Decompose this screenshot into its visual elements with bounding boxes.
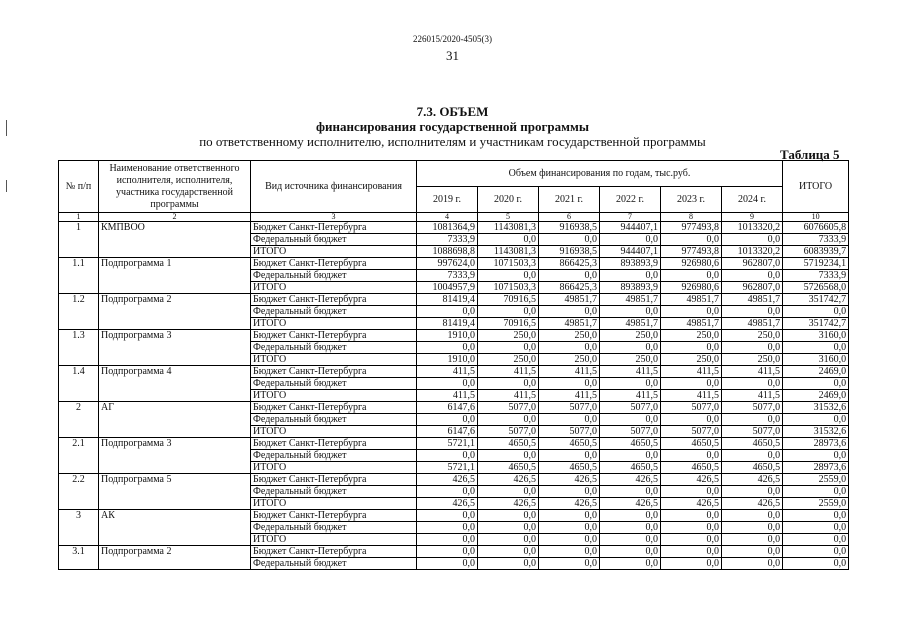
funding-source: Федеральный бюджет — [251, 558, 417, 570]
table-row — [59, 330, 849, 342]
row-total-value: 0,0 — [783, 342, 849, 354]
row-number: 1.3 — [59, 330, 99, 366]
year-value: 5077,0 — [722, 426, 783, 438]
header-total: ИТОГО — [783, 161, 849, 213]
year-value: 4650,5 — [600, 438, 661, 450]
column-number: 5 — [478, 213, 539, 222]
funding-source: Бюджет Санкт-Петербурга — [251, 510, 417, 522]
year-value: 962807,0 — [722, 282, 783, 294]
year-value: 866425,3 — [539, 258, 600, 270]
year-value: 426,5 — [600, 474, 661, 486]
column-number: 6 — [539, 213, 600, 222]
funding-source: Бюджет Санкт-Петербурга — [251, 438, 417, 450]
year-value: 0,0 — [600, 342, 661, 354]
year-value: 0,0 — [722, 414, 783, 426]
year-value: 0,0 — [600, 522, 661, 534]
year-value: 0,0 — [539, 450, 600, 462]
year-value: 1910,0 — [417, 354, 478, 366]
row-total-value: 0,0 — [783, 534, 849, 546]
year-value: 426,5 — [539, 474, 600, 486]
year-value: 0,0 — [661, 510, 722, 522]
table-row — [59, 294, 849, 306]
year-value: 250,0 — [600, 330, 661, 342]
year-value: 250,0 — [539, 354, 600, 366]
year-value: 0,0 — [417, 306, 478, 318]
row-total-value: 0,0 — [783, 558, 849, 570]
row-total-value: 2469,0 — [783, 390, 849, 402]
year-value: 426,5 — [661, 474, 722, 486]
year-value: 49851,7 — [539, 294, 600, 306]
year-value: 1143081,3 — [478, 222, 539, 234]
year-value: 0,0 — [417, 486, 478, 498]
participant-name: Подпрограмма 3 — [99, 330, 251, 366]
year-value: 411,5 — [661, 366, 722, 378]
year-value: 411,5 — [722, 390, 783, 402]
year-value: 893893,9 — [600, 282, 661, 294]
funding-source: Федеральный бюджет — [251, 450, 417, 462]
year-value: 0,0 — [478, 486, 539, 498]
funding-source: Бюджет Санкт-Петербурга — [251, 294, 417, 306]
year-value: 4650,5 — [539, 438, 600, 450]
table-row — [59, 474, 849, 486]
year-value: 0,0 — [478, 342, 539, 354]
row-total-value: 0,0 — [783, 414, 849, 426]
column-number: 2 — [99, 213, 251, 222]
funding-source: Федеральный бюджет — [251, 486, 417, 498]
funding-source: Бюджет Санкт-Петербурга — [251, 330, 417, 342]
header-year: 2024 г. — [722, 187, 783, 213]
participant-name: АК — [99, 510, 251, 546]
year-value: 426,5 — [417, 474, 478, 486]
year-value: 4650,5 — [722, 438, 783, 450]
row-number: 2 — [59, 402, 99, 438]
year-value: 49851,7 — [661, 318, 722, 330]
funding-source: ИТОГО — [251, 318, 417, 330]
column-number: 4 — [417, 213, 478, 222]
funding-source: Бюджет Санкт-Петербурга — [251, 222, 417, 234]
year-value: 0,0 — [661, 234, 722, 246]
column-number: 8 — [661, 213, 722, 222]
year-value: 49851,7 — [600, 318, 661, 330]
year-value: 0,0 — [661, 486, 722, 498]
year-value: 0,0 — [661, 558, 722, 570]
year-value: 1071503,3 — [478, 282, 539, 294]
year-value: 0,0 — [478, 510, 539, 522]
year-value: 0,0 — [722, 378, 783, 390]
row-number: 1.2 — [59, 294, 99, 330]
row-total-value: 0,0 — [783, 306, 849, 318]
column-number: 3 — [251, 213, 417, 222]
participant-name: Подпрограмма 5 — [99, 474, 251, 510]
year-value: 0,0 — [661, 414, 722, 426]
funding-source: ИТОГО — [251, 462, 417, 474]
row-number: 3 — [59, 510, 99, 546]
table-label: Таблица 5 — [780, 147, 840, 162]
year-value: 411,5 — [417, 366, 478, 378]
row-total-value: 31532,6 — [783, 426, 849, 438]
year-value: 893893,9 — [600, 258, 661, 270]
table-row — [59, 438, 849, 450]
year-value: 926980,6 — [661, 258, 722, 270]
financing-table-body — [59, 222, 849, 570]
year-value: 4650,5 — [539, 462, 600, 474]
year-value: 426,5 — [478, 498, 539, 510]
year-value: 0,0 — [417, 522, 478, 534]
year-value: 426,5 — [722, 498, 783, 510]
year-value: 4650,5 — [478, 462, 539, 474]
table-row — [59, 366, 849, 378]
year-value: 0,0 — [478, 558, 539, 570]
year-value: 0,0 — [417, 546, 478, 558]
year-value: 1004957,9 — [417, 282, 478, 294]
year-value: 5077,0 — [478, 402, 539, 414]
year-value: 5077,0 — [600, 402, 661, 414]
year-value: 4650,5 — [661, 438, 722, 450]
row-total-value: 351742,7 — [783, 318, 849, 330]
year-value: 250,0 — [722, 330, 783, 342]
funding-source: Бюджет Санкт-Петербурга — [251, 474, 417, 486]
year-value: 0,0 — [600, 306, 661, 318]
year-value: 0,0 — [600, 546, 661, 558]
page-number: 31 — [446, 48, 459, 63]
year-value: 411,5 — [600, 366, 661, 378]
year-value: 0,0 — [539, 378, 600, 390]
row-total-value: 31532,6 — [783, 402, 849, 414]
header-source: Вид источника финансирования — [251, 161, 417, 213]
year-value: 0,0 — [661, 378, 722, 390]
row-total-value: 5726568,0 — [783, 282, 849, 294]
column-number: 9 — [722, 213, 783, 222]
year-value: 0,0 — [539, 522, 600, 534]
year-value: 4650,5 — [600, 462, 661, 474]
year-value: 1071503,3 — [478, 258, 539, 270]
row-total-value: 7333,9 — [783, 234, 849, 246]
participant-name: Подпрограмма 2 — [99, 294, 251, 330]
funding-source: Бюджет Санкт-Петербурга — [251, 546, 417, 558]
year-value: 916938,5 — [539, 246, 600, 258]
year-value: 250,0 — [661, 330, 722, 342]
row-total-value: 3160,0 — [783, 330, 849, 342]
row-number: 2.1 — [59, 438, 99, 474]
year-value: 977493,8 — [661, 222, 722, 234]
funding-source: ИТОГО — [251, 534, 417, 546]
year-value: 0,0 — [722, 558, 783, 570]
year-value: 0,0 — [661, 306, 722, 318]
year-value: 5077,0 — [539, 426, 600, 438]
year-value: 0,0 — [539, 486, 600, 498]
year-value: 866425,3 — [539, 282, 600, 294]
year-value: 411,5 — [539, 390, 600, 402]
year-value: 0,0 — [478, 450, 539, 462]
year-value: 1013320,2 — [722, 222, 783, 234]
year-value: 411,5 — [478, 390, 539, 402]
column-number: 1 — [59, 213, 99, 222]
year-value: 0,0 — [722, 510, 783, 522]
row-total-value: 28973,6 — [783, 438, 849, 450]
funding-source: Бюджет Санкт-Петербурга — [251, 402, 417, 414]
year-value: 250,0 — [478, 330, 539, 342]
year-value: 0,0 — [600, 558, 661, 570]
participant-name: Подпрограмма 3 — [99, 438, 251, 474]
row-total-value: 7333,9 — [783, 270, 849, 282]
year-value: 916938,5 — [539, 222, 600, 234]
row-total-value: 0,0 — [783, 486, 849, 498]
year-value: 49851,7 — [539, 318, 600, 330]
year-value: 6147,6 — [417, 426, 478, 438]
year-value: 5721,1 — [417, 462, 478, 474]
year-value: 81419,4 — [417, 318, 478, 330]
participant-name: Подпрограмма 4 — [99, 366, 251, 402]
year-value: 0,0 — [722, 534, 783, 546]
funding-source: Федеральный бюджет — [251, 414, 417, 426]
year-value: 0,0 — [417, 414, 478, 426]
year-value: 0,0 — [478, 270, 539, 282]
year-value: 250,0 — [661, 354, 722, 366]
year-value: 5077,0 — [478, 426, 539, 438]
year-value: 1088698,8 — [417, 246, 478, 258]
section-subtitle: финансирования государственной программы — [316, 119, 589, 134]
row-number: 1.4 — [59, 366, 99, 402]
year-value: 926980,6 — [661, 282, 722, 294]
year-value: 977493,8 — [661, 246, 722, 258]
year-value: 0,0 — [600, 270, 661, 282]
year-value: 0,0 — [600, 414, 661, 426]
funding-source: Федеральный бюджет — [251, 270, 417, 282]
year-value: 0,0 — [600, 450, 661, 462]
funding-source: ИТОГО — [251, 498, 417, 510]
year-value: 0,0 — [722, 546, 783, 558]
year-value: 5077,0 — [722, 402, 783, 414]
year-value: 49851,7 — [600, 294, 661, 306]
year-value: 4650,5 — [722, 462, 783, 474]
row-number: 1 — [59, 222, 99, 258]
year-value: 0,0 — [417, 510, 478, 522]
year-value: 0,0 — [539, 270, 600, 282]
year-value: 0,0 — [539, 546, 600, 558]
funding-source: ИТОГО — [251, 246, 417, 258]
row-number: 2.2 — [59, 474, 99, 510]
year-value: 0,0 — [661, 270, 722, 282]
table-row — [59, 546, 849, 558]
year-value: 250,0 — [722, 354, 783, 366]
year-value: 0,0 — [417, 534, 478, 546]
year-value: 4650,5 — [661, 462, 722, 474]
year-value: 997624,0 — [417, 258, 478, 270]
year-value: 0,0 — [722, 342, 783, 354]
participant-name: КМПВОО — [99, 222, 251, 258]
year-value: 411,5 — [600, 390, 661, 402]
year-value: 0,0 — [478, 378, 539, 390]
table-row — [59, 258, 849, 270]
header-year: 2021 г. — [539, 187, 600, 213]
row-total-value: 0,0 — [783, 522, 849, 534]
year-value: 0,0 — [722, 486, 783, 498]
year-value: 944407,1 — [600, 222, 661, 234]
row-number: 3.1 — [59, 546, 99, 570]
year-value: 0,0 — [539, 342, 600, 354]
year-value: 250,0 — [539, 330, 600, 342]
year-value: 70916,5 — [478, 294, 539, 306]
year-value: 4650,5 — [478, 438, 539, 450]
year-value: 1910,0 — [417, 330, 478, 342]
header-num: № п/п — [59, 161, 99, 213]
year-value: 5077,0 — [539, 402, 600, 414]
year-value: 0,0 — [661, 450, 722, 462]
row-total-value: 2469,0 — [783, 366, 849, 378]
year-value: 0,0 — [600, 378, 661, 390]
year-value: 0,0 — [722, 522, 783, 534]
row-total-value: 2559,0 — [783, 474, 849, 486]
header-name: Наименование ответственного исполнителя, исполнителя, участника государственной программы — [99, 161, 251, 213]
row-total-value: 28973,6 — [783, 462, 849, 474]
header-year: 2020 г. — [478, 187, 539, 213]
column-number: 7 — [600, 213, 661, 222]
year-value: 7333,9 — [417, 234, 478, 246]
row-total-value: 0,0 — [783, 450, 849, 462]
year-value: 0,0 — [539, 414, 600, 426]
year-value: 1013320,2 — [722, 246, 783, 258]
year-value: 411,5 — [417, 390, 478, 402]
funding-source: Бюджет Санкт-Петербурга — [251, 366, 417, 378]
year-value: 250,0 — [600, 354, 661, 366]
year-value: 250,0 — [478, 354, 539, 366]
row-total-value: 6083939,7 — [783, 246, 849, 258]
year-value: 0,0 — [417, 378, 478, 390]
section-caption: по ответственному исполнителю, исполнителям и участникам государственной программы — [199, 134, 706, 149]
year-value: 49851,7 — [722, 318, 783, 330]
year-value: 0,0 — [600, 510, 661, 522]
year-value: 426,5 — [417, 498, 478, 510]
participant-name: АГ — [99, 402, 251, 438]
table-row — [59, 222, 849, 234]
funding-source: ИТОГО — [251, 390, 417, 402]
financing-table — [58, 160, 849, 570]
year-value: 0,0 — [722, 234, 783, 246]
year-value: 0,0 — [539, 510, 600, 522]
year-value: 0,0 — [478, 546, 539, 558]
funding-source: ИТОГО — [251, 282, 417, 294]
section-title: 7.3. ОБЪЕМ — [416, 104, 489, 119]
year-value: 7333,9 — [417, 270, 478, 282]
year-value: 70916,5 — [478, 318, 539, 330]
header-year: 2023 г. — [661, 187, 722, 213]
funding-source: ИТОГО — [251, 426, 417, 438]
year-value: 0,0 — [417, 558, 478, 570]
year-value: 0,0 — [600, 234, 661, 246]
year-value: 0,0 — [417, 450, 478, 462]
row-total-value: 6076605,8 — [783, 222, 849, 234]
funding-source: Федеральный бюджет — [251, 306, 417, 318]
year-value: 411,5 — [661, 390, 722, 402]
funding-source: ИТОГО — [251, 354, 417, 366]
year-value: 0,0 — [600, 534, 661, 546]
row-total-value: 351742,7 — [783, 294, 849, 306]
column-number: 10 — [783, 213, 849, 222]
year-value: 0,0 — [661, 534, 722, 546]
year-value: 0,0 — [661, 342, 722, 354]
year-value: 0,0 — [600, 486, 661, 498]
year-value: 426,5 — [722, 474, 783, 486]
row-total-value: 2559,0 — [783, 498, 849, 510]
funding-source: Федеральный бюджет — [251, 378, 417, 390]
year-value: 0,0 — [417, 342, 478, 354]
year-value: 0,0 — [478, 306, 539, 318]
year-value: 0,0 — [539, 534, 600, 546]
year-value: 5077,0 — [600, 426, 661, 438]
participant-name: Подпрограмма 1 — [99, 258, 251, 294]
year-value: 49851,7 — [661, 294, 722, 306]
funding-source: Федеральный бюджет — [251, 522, 417, 534]
year-value: 49851,7 — [722, 294, 783, 306]
header-year: 2022 г. — [600, 187, 661, 213]
year-value: 0,0 — [478, 234, 539, 246]
year-value: 0,0 — [539, 558, 600, 570]
participant-name: Подпрограмма 2 — [99, 546, 251, 570]
year-value: 0,0 — [478, 414, 539, 426]
funding-source: Федеральный бюджет — [251, 342, 417, 354]
year-value: 944407,1 — [600, 246, 661, 258]
row-total-value: 0,0 — [783, 546, 849, 558]
year-value: 0,0 — [661, 546, 722, 558]
year-value: 411,5 — [478, 366, 539, 378]
year-value: 0,0 — [539, 234, 600, 246]
year-value: 5077,0 — [661, 402, 722, 414]
header-year: 2019 г. — [417, 187, 478, 213]
year-value: 426,5 — [478, 474, 539, 486]
row-number: 1.1 — [59, 258, 99, 294]
row-total-value: 0,0 — [783, 510, 849, 522]
row-total-value: 3160,0 — [783, 354, 849, 366]
header-volume: Объем финансирования по годам, тыс.руб. — [417, 161, 783, 187]
year-value: 426,5 — [661, 498, 722, 510]
year-value: 411,5 — [539, 366, 600, 378]
year-value: 0,0 — [478, 534, 539, 546]
column-number-row — [59, 213, 849, 222]
year-value: 0,0 — [661, 522, 722, 534]
table-row — [59, 510, 849, 522]
funding-source: Федеральный бюджет — [251, 234, 417, 246]
margin-mark — [6, 180, 7, 192]
row-total-value: 5719234,1 — [783, 258, 849, 270]
year-value: 0,0 — [722, 450, 783, 462]
year-value: 426,5 — [600, 498, 661, 510]
year-value: 6147,6 — [417, 402, 478, 414]
year-value: 962807,0 — [722, 258, 783, 270]
year-value: 0,0 — [539, 306, 600, 318]
table-row — [59, 402, 849, 414]
year-value: 0,0 — [722, 306, 783, 318]
funding-source: Бюджет Санкт-Петербурга — [251, 258, 417, 270]
row-total-value: 0,0 — [783, 378, 849, 390]
year-value: 5721,1 — [417, 438, 478, 450]
document-id: 226015/2020-4505(3) — [413, 34, 492, 44]
year-value: 411,5 — [722, 366, 783, 378]
year-value: 1143081,3 — [478, 246, 539, 258]
year-value: 1081364,9 — [417, 222, 478, 234]
year-value: 0,0 — [722, 270, 783, 282]
year-value: 5077,0 — [661, 426, 722, 438]
year-value: 81419,4 — [417, 294, 478, 306]
year-value: 426,5 — [539, 498, 600, 510]
year-value: 0,0 — [478, 522, 539, 534]
